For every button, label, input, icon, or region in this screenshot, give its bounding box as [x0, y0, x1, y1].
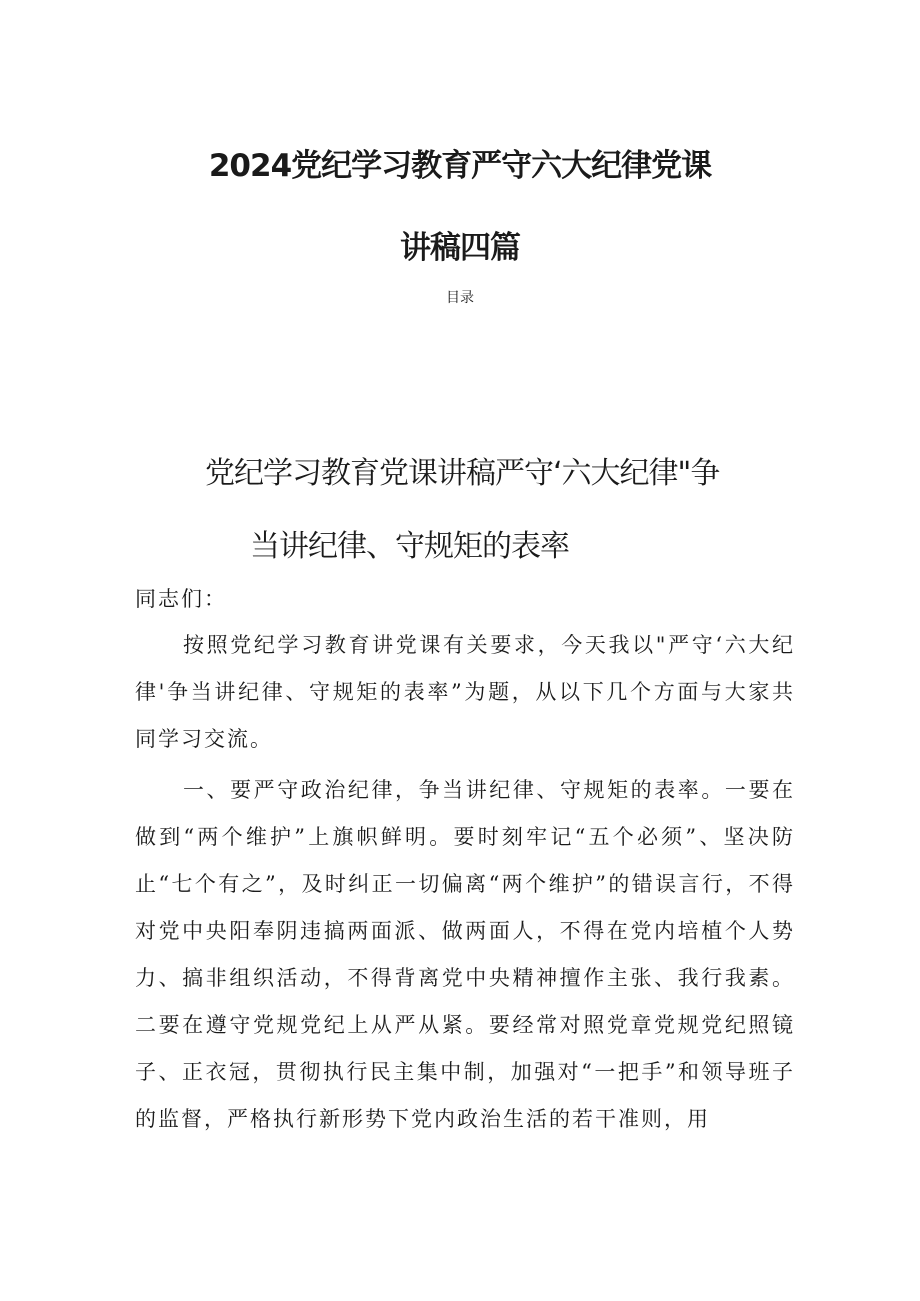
document-title-line-1: 2024党纪学习教育严守六大纪律党课 — [208, 148, 712, 184]
paragraph-intro: 按照党纪学习教育讲党课有关要求，今天我以"严守‘六大纪律'争当讲纪律、守规矩的表率”为题，从以下几个方面与大家共同学习交流。 — [135, 633, 795, 751]
section-title-line-2: 当讲纪律、守规矩的表率 — [250, 529, 569, 564]
toc-label: 目录 — [446, 290, 474, 306]
document-title-line-2: 讲稿四篇 — [400, 230, 520, 266]
paragraph-political-discipline: 一、要严守政治纪律，争当讲纪律、守规矩的表率。一要在做到“两个维护”上旗帜鲜明。要时刻牢记“五个必须”、坚决防止“七个有之”，及时纠正一切偏离“两个维护”的错误言行，不得对党中央阳奉阴违搞两面派、做两面人，不得在党内培植个人势力、搞非组织活动，不得背离党中央精神擅作主张、我行我素。二要在遵守党规党纪上从严从紧。要经常对照党章党规党纪照镜子、正衣冠，贯彻执行民主集中制，加强对“一把手”和领导班子的监督，严格执行新形势下党内政治生活的若干准则，用 — [135, 778, 795, 1131]
section-title-line-1: 党纪学习教育党课讲稿严守‘六大纪律"争 — [205, 456, 720, 491]
salutation: 同志们： — [135, 587, 227, 611]
